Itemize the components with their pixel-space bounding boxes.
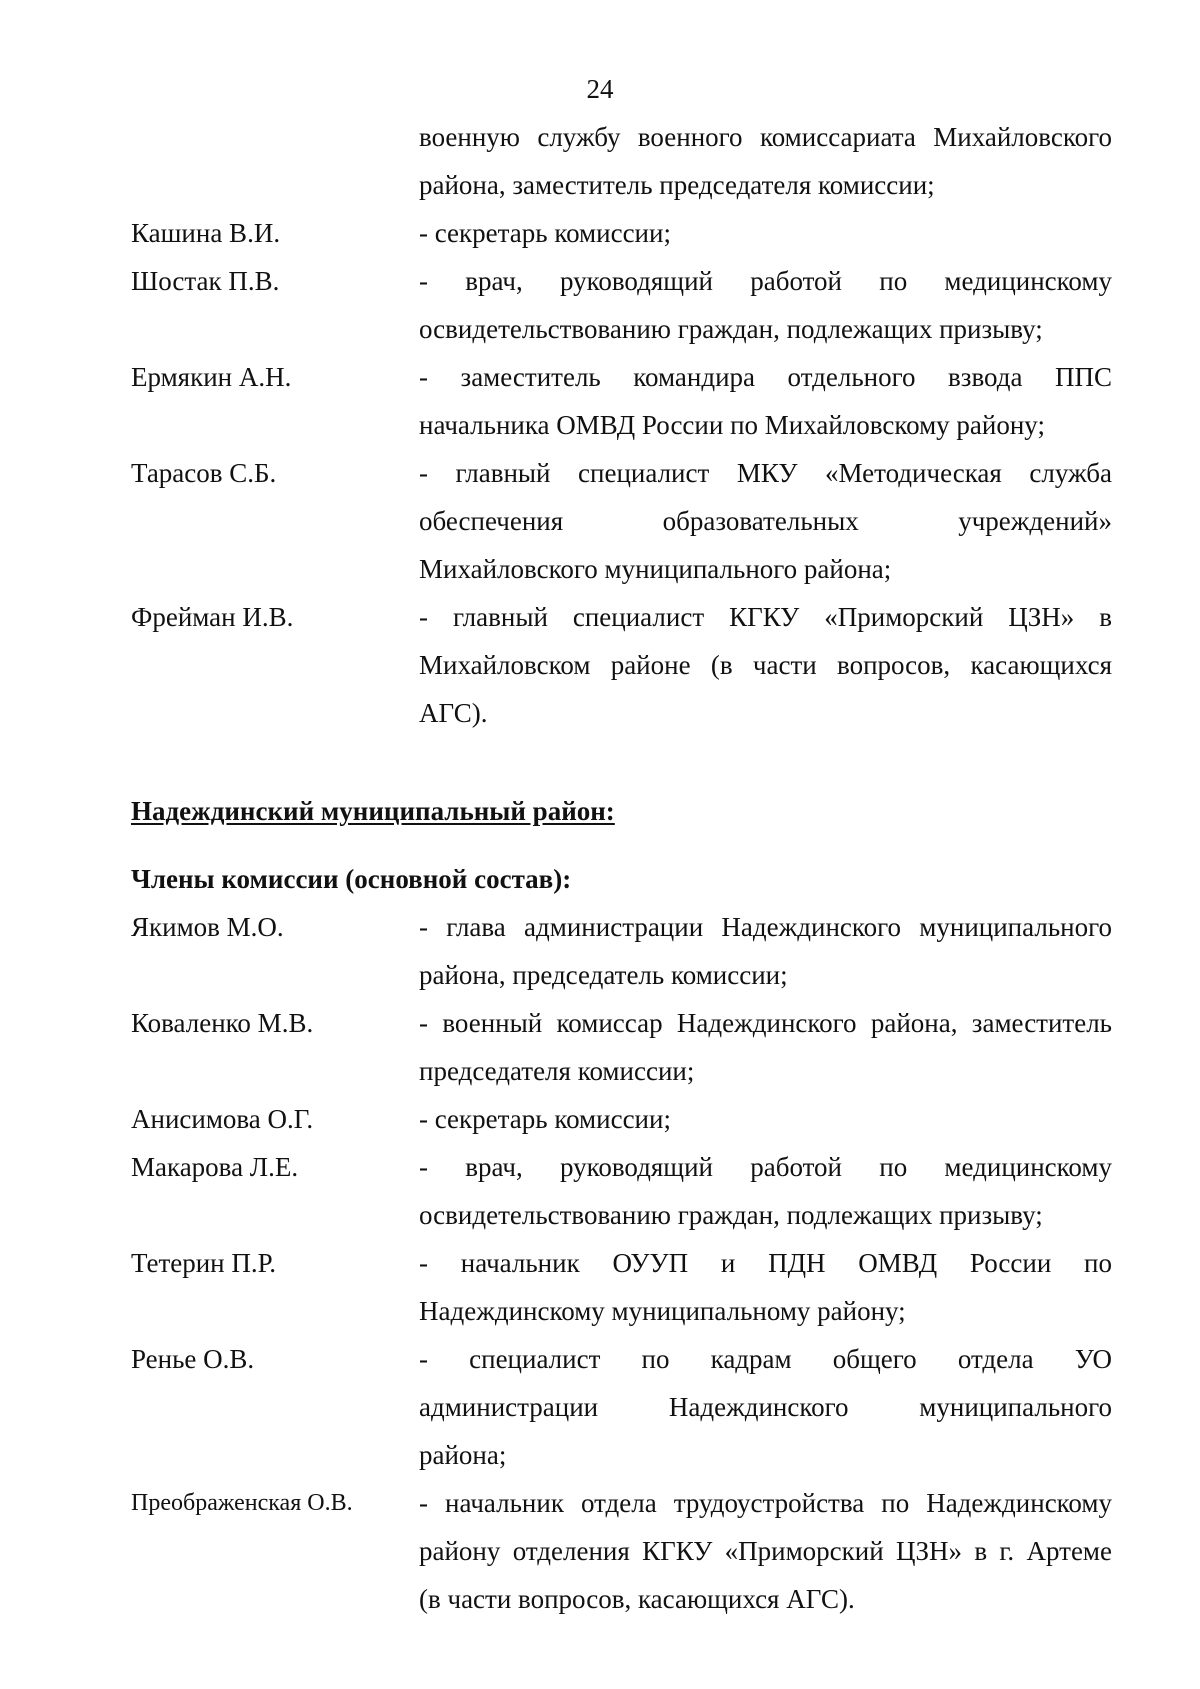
description-line: - специалист по кадрам общего отдела УО bbox=[419, 1344, 1112, 1374]
description-line: начальника ОМВД России по Михайловскому району; bbox=[419, 410, 1045, 440]
member-name: Макарова Л.Е. bbox=[131, 1152, 299, 1182]
description-line: - врач, руководящий работой по медицинскому bbox=[419, 1152, 1112, 1182]
member-entry bbox=[0, 449, 1200, 593]
description-line: - главный специалист МКУ «Методическая служба bbox=[419, 458, 1112, 488]
description-line: обеспечения образовательных учреждений» bbox=[419, 506, 1112, 536]
section-subtitle: Члены комиссии (основной состав): bbox=[131, 864, 572, 894]
description-line: - глава администрации Надеждинского муниципального bbox=[419, 912, 1112, 942]
member-entry bbox=[0, 999, 1200, 1095]
member-entry bbox=[0, 593, 1200, 737]
description-line: Надеждинскому муниципальному району; bbox=[419, 1296, 906, 1326]
member-name: Тарасов С.Б. bbox=[131, 458, 277, 488]
document-body bbox=[0, 113, 1200, 1623]
member-entry bbox=[0, 903, 1200, 999]
member-entry bbox=[0, 1479, 1200, 1623]
description-line: - начальник ОУУП и ПДН ОМВД России по bbox=[419, 1248, 1112, 1278]
continuation-entry bbox=[0, 113, 1200, 209]
member-name: Тетерин П.Р. bbox=[131, 1248, 277, 1278]
description-line: Михайловского муниципального района; bbox=[419, 554, 892, 584]
description-line: района, председатель комиссии; bbox=[419, 960, 788, 990]
description-line: - заместитель командира отдельного взвода ППС bbox=[419, 362, 1112, 392]
member-entry bbox=[0, 353, 1200, 449]
description-line: - секретарь комиссии; bbox=[419, 1104, 671, 1134]
description-line: (в части вопросов, касающихся АГС). bbox=[419, 1584, 855, 1614]
member-entry bbox=[0, 209, 1200, 257]
description-line: военную службу военного комиссариата Михайловского bbox=[419, 122, 1112, 152]
description-line: освидетельствованию граждан, подлежащих призыву; bbox=[419, 1200, 1043, 1230]
description-line: администрации Надеждинского муниципального bbox=[419, 1392, 1112, 1422]
description-line: района; bbox=[419, 1440, 507, 1470]
member-entry bbox=[0, 257, 1200, 353]
description-line: району отделения КГКУ «Приморский ЦЗН» в г. Артеме bbox=[419, 1536, 1112, 1566]
description-line: Михайловском районе (в части вопросов, касающихся bbox=[419, 650, 1112, 680]
description-line: - военный комиссар Надеждинского района, заместитель bbox=[419, 1008, 1112, 1038]
description-line: - врач, руководящий работой по медицинскому bbox=[419, 266, 1112, 296]
member-entry bbox=[0, 1095, 1200, 1143]
page-number: 24 bbox=[586, 74, 614, 104]
member-name: Шостак П.В. bbox=[131, 266, 280, 296]
member-name: Ермякин А.Н. bbox=[131, 362, 292, 392]
member-name: Кашина В.И. bbox=[131, 218, 281, 248]
description-line: освидетельствованию граждан, подлежащих призыву; bbox=[419, 314, 1043, 344]
member-entry bbox=[0, 1143, 1200, 1239]
member-name: Ренье О.В. bbox=[131, 1344, 255, 1374]
member-name: Якимов М.О. bbox=[131, 912, 284, 942]
description-line: района, заместитель председателя комиссии; bbox=[419, 170, 935, 200]
description-line: - главный специалист КГКУ «Приморский ЦЗН» в bbox=[419, 602, 1112, 632]
member-entry bbox=[0, 1335, 1200, 1479]
description-line: - секретарь комиссии; bbox=[419, 218, 671, 248]
section-title: Надеждинский муниципальный район: bbox=[131, 796, 615, 826]
description-line: АГС). bbox=[419, 698, 488, 728]
member-name: Анисимова О.Г. bbox=[131, 1104, 314, 1134]
member-name: Коваленко М.В. bbox=[131, 1008, 314, 1038]
description-line: - начальник отдела трудоустройства по Надеждинскому bbox=[419, 1488, 1112, 1518]
member-entry bbox=[0, 1239, 1200, 1335]
member-list bbox=[0, 903, 1200, 1623]
description-line: председателя комиссии; bbox=[419, 1056, 695, 1086]
member-list bbox=[0, 209, 1200, 737]
member-name: Преображенская О.В. bbox=[131, 1490, 353, 1516]
member-name: Фрейман И.В. bbox=[131, 602, 294, 632]
